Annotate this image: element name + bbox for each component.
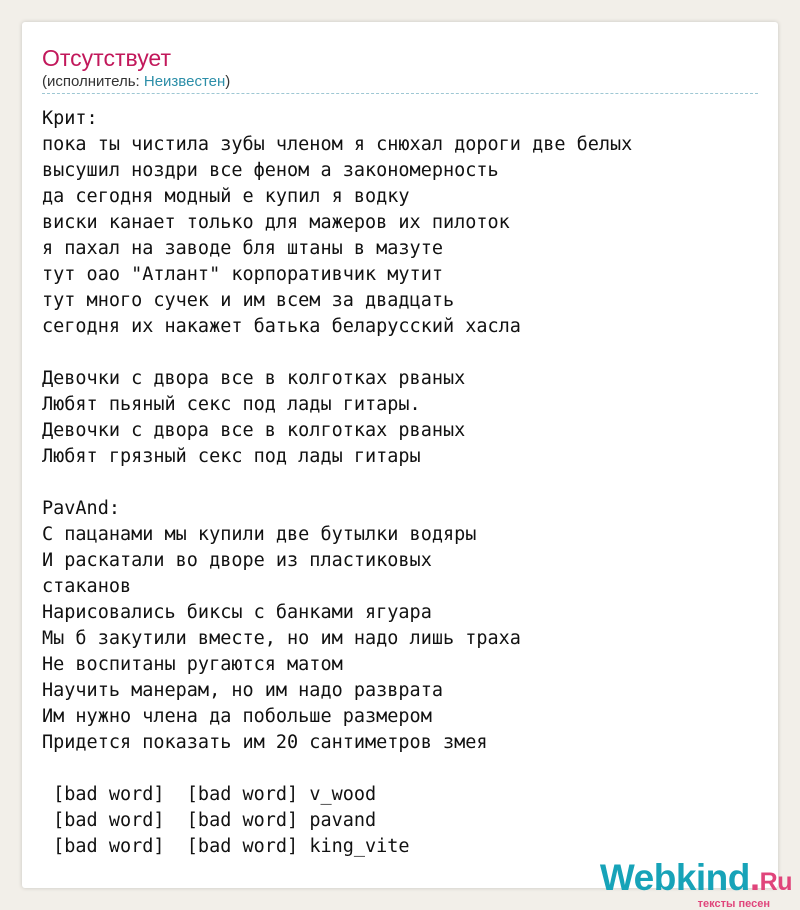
- artist-close: ): [225, 73, 231, 90]
- lyric-line: да сегодня модный е купил я водку: [42, 186, 410, 207]
- lyric-line: тут много сучек и им всем за двадцать: [42, 290, 455, 311]
- lyric-line: Научить манерам, но им надо разврата: [42, 680, 443, 701]
- lyric-line: стаканов: [42, 576, 132, 597]
- lyric-line: Нарисовались биксы с банками ягуара: [42, 602, 432, 623]
- lyric-line: я пахал на заводе бля штаны в мазуте: [42, 238, 443, 259]
- lyric-line: Придется показать им 20 сантиметров змея: [42, 732, 488, 753]
- artist-link[interactable]: Неизвестен: [143, 73, 226, 90]
- lyric-line: Девочки с двора все в колготках рваных: [42, 420, 466, 441]
- lyric-line: [42, 340, 632, 366]
- lyric-line: PavAnd:: [42, 498, 120, 519]
- lyrics-text: [42, 106, 632, 860]
- lyric-line: Любят грязный секс под лады гитары: [42, 446, 421, 467]
- lyric-line: [bad word] [bad word] pavand: [42, 810, 377, 831]
- lyric-line: пока ты чистила зубы членом я снюхал дороги две белых: [42, 134, 633, 155]
- logo-tld: Ru: [759, 868, 792, 896]
- artist-line: [42, 73, 230, 91]
- lyric-line: высушил ноздри все феном а закономерность: [42, 160, 499, 181]
- lyric-line: Им нужно члена да побольше размером: [42, 706, 432, 727]
- lyric-line: [bad word] [bad word] v_wood: [42, 784, 377, 805]
- lyric-line: Мы б закутили вместе, но им надо лишь траха: [42, 628, 521, 649]
- title-divider: [42, 93, 758, 94]
- lyric-line: [bad word] [bad word] king_vite: [42, 836, 410, 857]
- artist-label: (исполнитель:: [42, 73, 144, 90]
- lyric-line: [42, 470, 632, 496]
- lyric-line: Не воспитаны ругаются матом: [42, 654, 343, 675]
- logo-dot: .: [749, 857, 760, 898]
- lyric-line: тут оао "Атлант" корпоративчик мутит: [42, 264, 443, 285]
- lyric-line: Любят пьяный секс под лады гитары.: [42, 394, 421, 415]
- lyric-line: И раскатали во дворе из пластиковых: [42, 550, 432, 571]
- lyrics-card: [22, 22, 778, 888]
- lyric-line: Девочки с двора все в колготках рваных: [42, 368, 466, 389]
- lyric-line: [42, 756, 632, 782]
- lyric-line: С пацанами мы купили две бутылки водяры: [42, 524, 477, 545]
- lyric-line: сегодня их накажет батька беларусский хасла: [42, 316, 521, 337]
- lyric-line: виски канает только для мажеров их пилоток: [42, 212, 510, 233]
- logo-tagline: тексты песен: [697, 898, 770, 910]
- song-title: Отсутствует: [42, 45, 171, 71]
- logo-main: Webkind: [599, 857, 750, 898]
- lyric-line: Крит:: [42, 108, 98, 129]
